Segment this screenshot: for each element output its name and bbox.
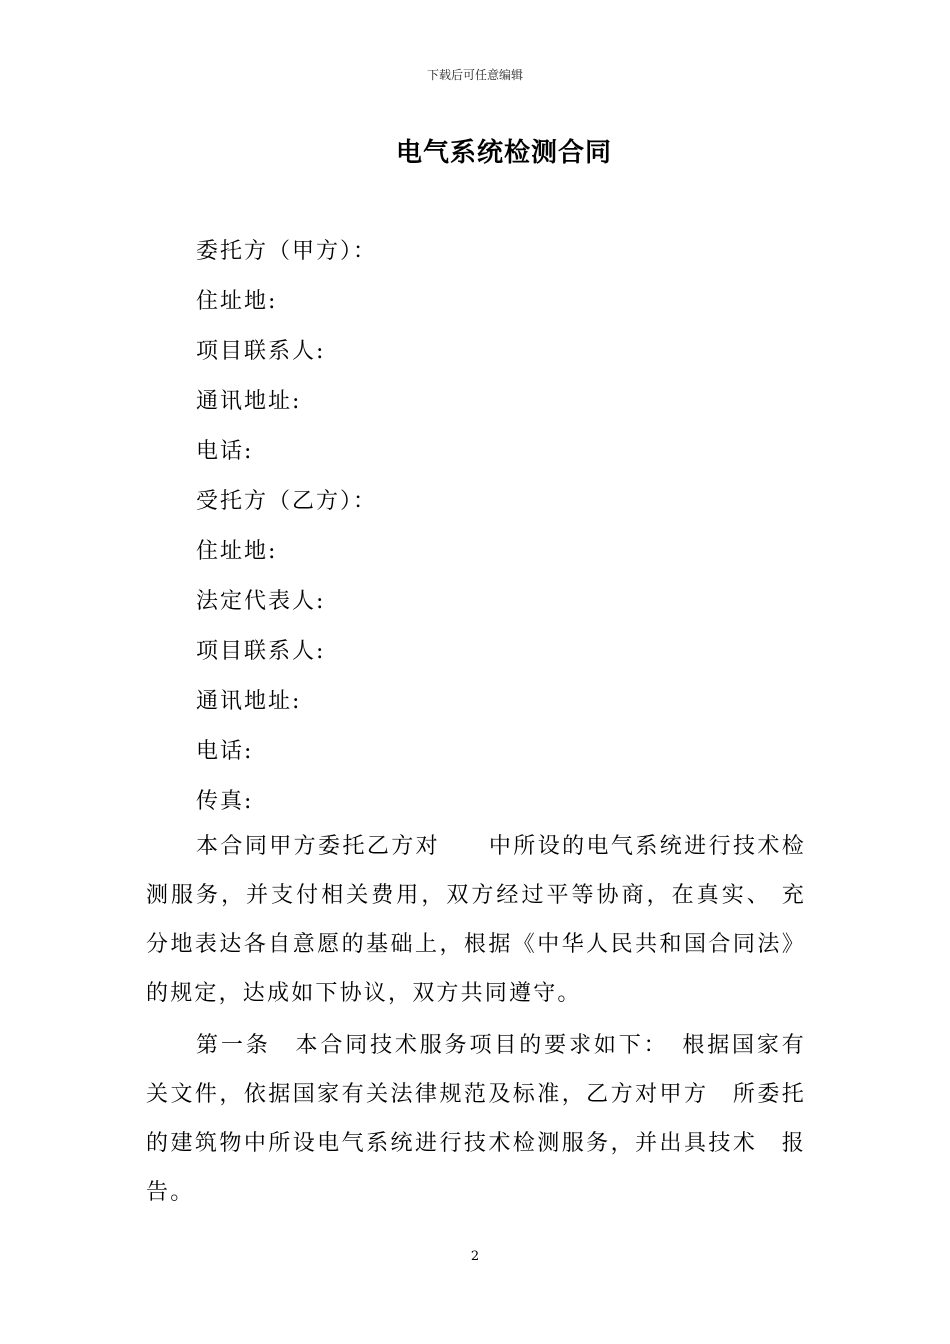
party-info-list: [196, 227, 816, 827]
article-one-block: [146, 1021, 806, 1217]
field-contractor-contact: 项目联系人:: [196, 639, 326, 664]
field-client-phone: 电话:: [196, 439, 254, 464]
field-contractor-phone: 电话:: [196, 739, 254, 764]
article-one-paragraph: 第一条 本合同技术服务项目的要求如下： 根据国家有关文件，依据国家有关法律规范及标准，乙方对甲方 所委托的建筑物中所设电气系统进行技术检测服务，并出具技术 报告。: [146, 1033, 806, 1205]
page-number: 2: [470, 1249, 480, 1264]
field-contractor-fax: 传真:: [196, 789, 254, 814]
field-client-address: 住址地:: [196, 289, 278, 314]
field-contractor-address: 住址地:: [196, 539, 278, 564]
document-title: 电气系统检测合同: [395, 138, 612, 168]
field-client-mailing-address: 通讯地址:: [196, 389, 302, 414]
field-contractor-party: 受托方（乙方）：: [196, 489, 378, 514]
field-contractor-mailing-address: 通讯地址:: [196, 689, 302, 714]
field-client-contact: 项目联系人:: [196, 339, 326, 364]
field-contractor-legal-rep: 法定代表人:: [196, 589, 326, 614]
intro-paragraph-block: [146, 822, 806, 1018]
intro-paragraph: 本合同甲方委托乙方对 中所设的电气系统进行技术检测服务，并支付相关费用，双方经过平等协商，在真实、 充分地表达各自意愿的基础上，根据《中华人民共和国合同法》 的规定，达成如下协议，双方共同遵守。: [146, 834, 806, 1006]
field-client-party: 委托方（甲方）：: [196, 239, 378, 264]
header-note: 下载后可任意编辑: [426, 68, 523, 82]
